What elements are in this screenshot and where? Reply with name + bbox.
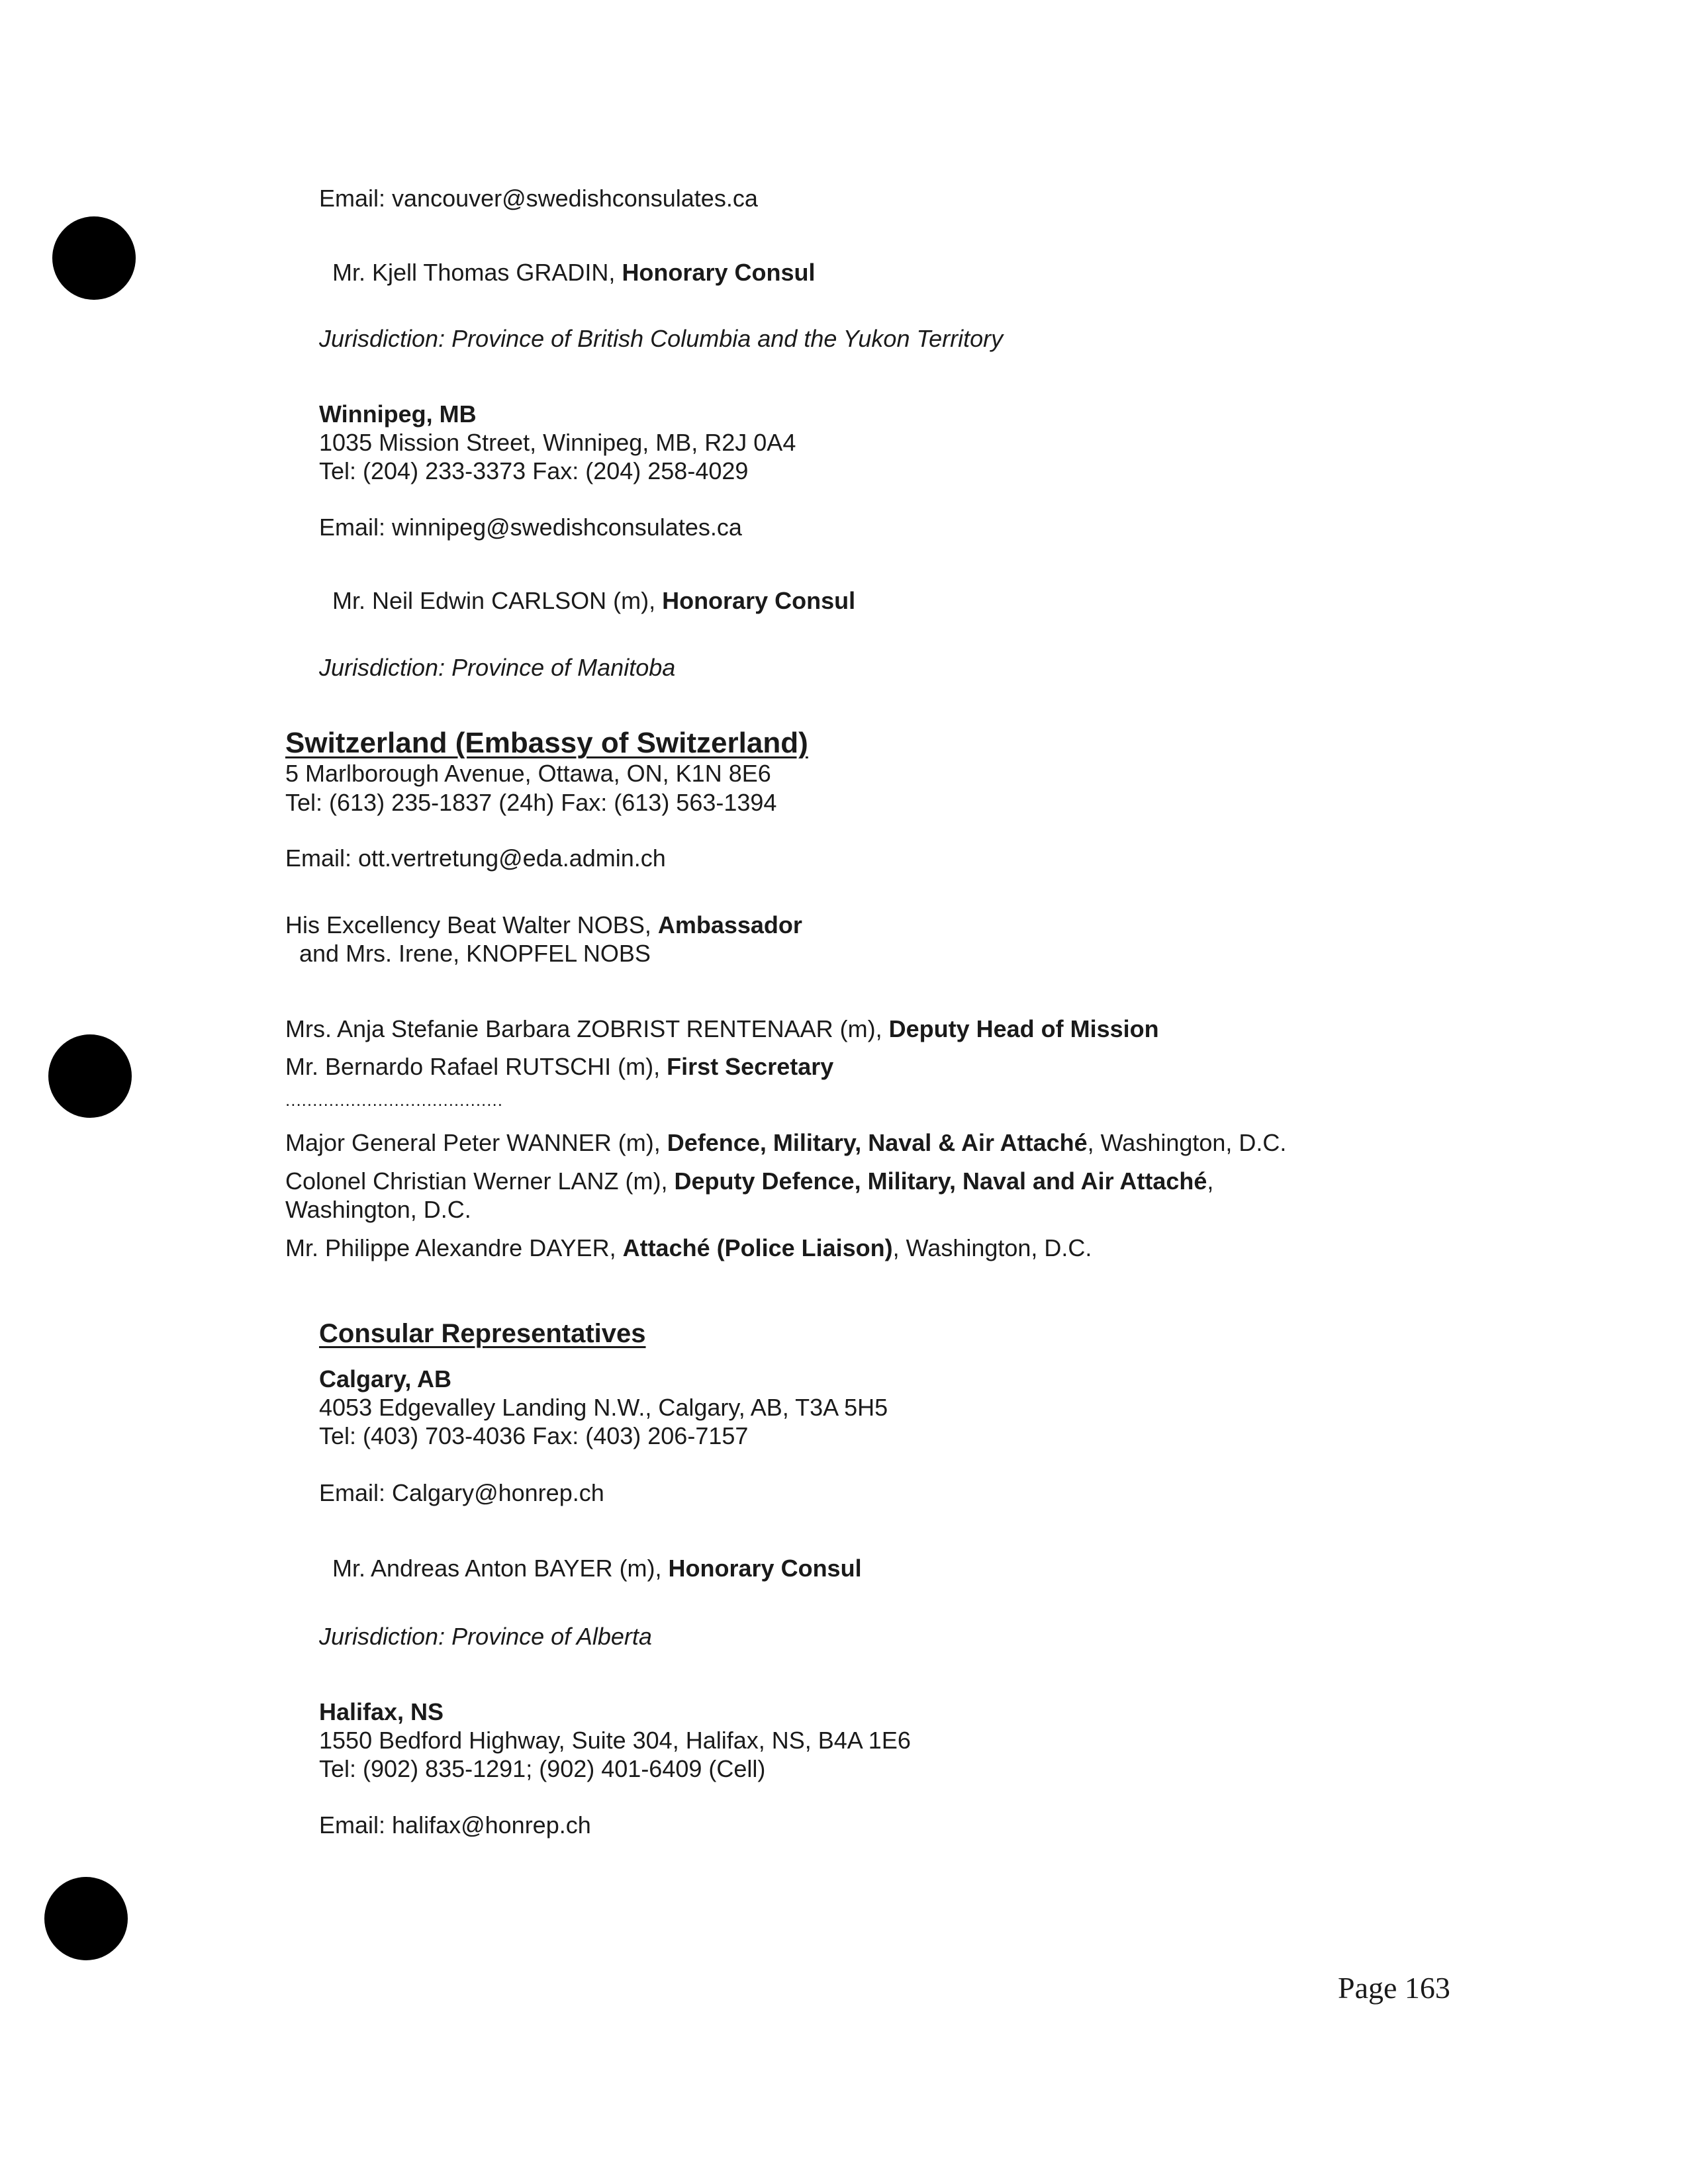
staff-line	[285, 1052, 833, 1081]
ambassador-spouse: and Mrs. Irene, KNOPFEL NOBS	[299, 940, 651, 967]
calgary-jurisdiction: Jurisdiction: Province of Alberta	[319, 1623, 652, 1650]
dotted-separator: ........................................	[285, 1090, 503, 1110]
vancouver-consul	[332, 258, 815, 287]
ambassador-title: Ambassador	[657, 911, 802, 938]
attache-suffix: , Washington, D.C.	[892, 1234, 1092, 1261]
staff-title: Deputy Head of Mission	[888, 1015, 1159, 1042]
attache-line	[285, 1128, 1286, 1158]
calgary-city: Calgary, AB	[319, 1365, 452, 1392]
consular-heading: Consular Representatives	[319, 1319, 646, 1348]
attache-name: Colonel Christian Werner LANZ (m),	[285, 1167, 675, 1195]
binder-hole-middle	[48, 1034, 132, 1118]
staff-line	[285, 1015, 1159, 1044]
binder-hole-bottom	[44, 1877, 128, 1960]
switzerland-email: Email: ott.vertretung@eda.admin.ch	[285, 844, 666, 872]
attache-suffix: , Washington, D.C.	[1087, 1129, 1287, 1156]
attache-suffix: ,	[1207, 1167, 1214, 1195]
switzerland-address: 5 Marlborough Avenue, Ottawa, ON, K1N 8E6	[285, 760, 771, 787]
calgary-tel: Tel: (403) 703-4036 Fax: (403) 206-7157	[319, 1422, 749, 1449]
attache-title: Deputy Defence, Military, Naval and Air Attaché	[674, 1167, 1207, 1195]
calgary-address: 4053 Edgevalley Landing N.W., Calgary, AB, T3A 5H5	[319, 1394, 888, 1421]
switzerland-tel: Tel: (613) 235-1837 (24h) Fax: (613) 563-1394	[285, 789, 777, 816]
consul-name: Mr. Kjell Thomas GRADIN,	[332, 259, 622, 286]
halifax-city: Halifax, NS	[319, 1698, 444, 1725]
winnipeg-jurisdiction: Jurisdiction: Province of Manitoba	[319, 654, 676, 681]
winnipeg-city: Winnipeg, MB	[319, 400, 477, 428]
ambassador-line	[285, 911, 802, 940]
attache-title: Defence, Military, Naval & Air Attaché	[667, 1129, 1088, 1156]
staff-name: Mr. Bernardo Rafael RUTSCHI (m),	[285, 1053, 667, 1080]
halifax-address: 1550 Bedford Highway, Suite 304, Halifax, NS, B4A 1E6	[319, 1727, 911, 1754]
switzerland-heading: Switzerland (Embassy of Switzerland)	[285, 727, 808, 759]
attache-line	[285, 1167, 1213, 1196]
calgary-consul	[332, 1554, 862, 1583]
staff-name: Mrs. Anja Stefanie Barbara ZOBRIST RENTENAAR (m),	[285, 1015, 889, 1042]
consul-title: Honorary Consul	[668, 1555, 862, 1582]
vancouver-jurisdiction: Jurisdiction: Province of British Columbia and the Yukon Territory	[319, 325, 1004, 352]
attache-name: Mr. Philippe Alexandre DAYER,	[285, 1234, 623, 1261]
calgary-email: Email: Calgary@honrep.ch	[319, 1479, 604, 1506]
vancouver-email: Email: vancouver@swedishconsulates.ca	[319, 185, 758, 212]
consul-title: Honorary Consul	[662, 587, 856, 614]
winnipeg-tel: Tel: (204) 233-3373 Fax: (204) 258-4029	[319, 457, 749, 484]
ambassador-name: His Excellency Beat Walter NOBS,	[285, 911, 658, 938]
attache-title: Attaché (Police Liaison)	[622, 1234, 893, 1261]
consul-name: Mr. Andreas Anton BAYER (m),	[332, 1555, 669, 1582]
halifax-tel: Tel: (902) 835-1291; (902) 401-6409 (Cell)	[319, 1755, 766, 1782]
winnipeg-consul	[332, 586, 855, 615]
winnipeg-email: Email: winnipeg@swedishconsulates.ca	[319, 514, 742, 541]
staff-title: First Secretary	[667, 1053, 834, 1080]
consul-title: Honorary Consul	[622, 259, 816, 286]
consul-name: Mr. Neil Edwin CARLSON (m),	[332, 587, 663, 614]
binder-hole-top	[52, 216, 136, 300]
attache-line-continued: Washington, D.C.	[285, 1196, 471, 1223]
halifax-email: Email: halifax@honrep.ch	[319, 1811, 591, 1839]
winnipeg-address: 1035 Mission Street, Winnipeg, MB, R2J 0A4	[319, 429, 796, 456]
attache-line	[285, 1234, 1092, 1263]
attache-name: Major General Peter WANNER (m),	[285, 1129, 667, 1156]
page-number: Page 163	[1338, 1971, 1450, 2005]
